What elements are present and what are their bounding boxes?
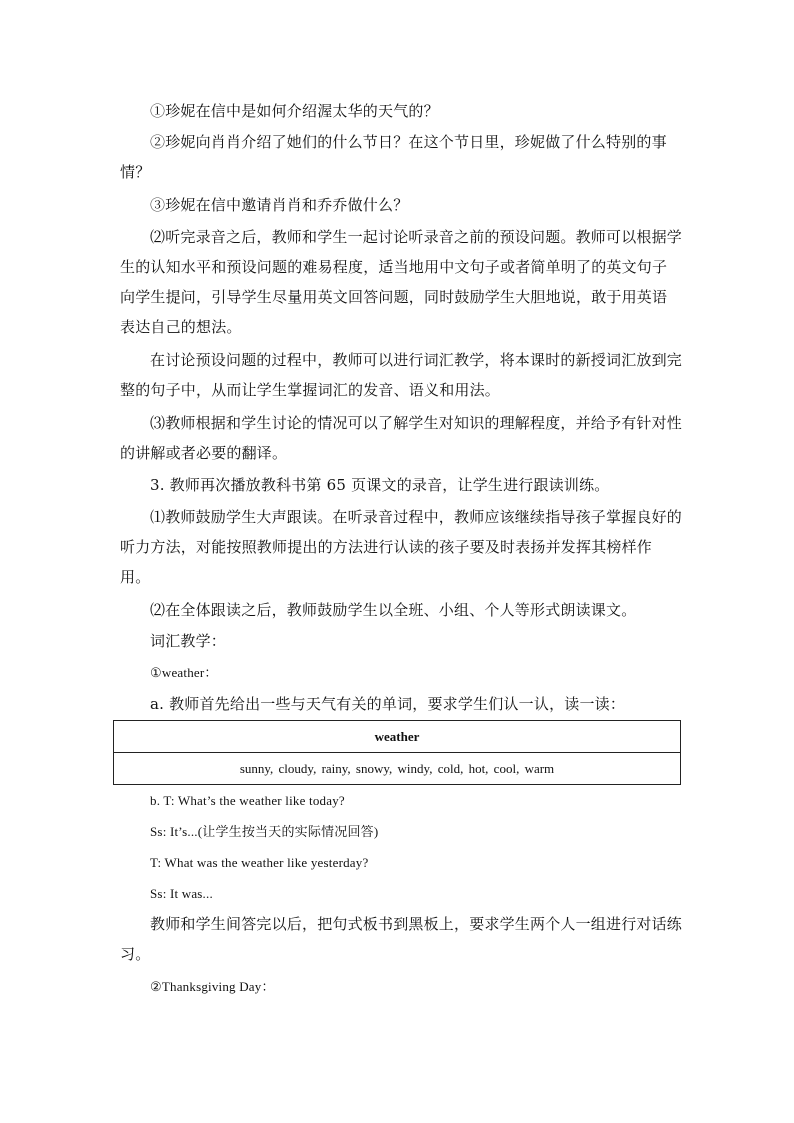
dialogue-teacher-2: T: What was the weather like yesterday?	[150, 855, 369, 870]
dialogue-teacher-1: b. T: What’s the weather like today?	[150, 793, 345, 808]
follow-reading-step-1: ⑴教师鼓励学生大声跟读。在听录音过程中，教师应该继续指导孩子掌握良好的听力方法，对能按照教师提出的方法进行认读的孩子要及时表扬并发挥其榜样作用。	[120, 508, 683, 586]
dialogue-students-1: Ss: It’s...(让学生按当天的实际情况回答)	[150, 824, 379, 839]
table-row	[114, 753, 681, 785]
table-header-row	[114, 721, 681, 753]
discussion-step-3: ⑶教师根据和学生讨论的情况可以了解学生对知识的理解程度，并给予有针对性的讲解或者必要的翻译。	[120, 414, 683, 462]
discussion-step-2: ⑵听完录音之后，教师和学生一起讨论听录音之前的预设问题。教师可以根据学生的认知水平和预设问题的难易程度，适当地用中文句子或者简单明了的英文句子向学生提问，引导学生尽量用英文回答问题，同时鼓励学生大胆地说，敢于用英语表达自己的想法。	[120, 228, 683, 336]
weather-label: ①weather：	[150, 665, 218, 680]
table-header-cell: weather	[114, 721, 681, 753]
weather-word-table	[113, 720, 681, 785]
vocabulary-heading: 词汇教学：	[150, 632, 227, 650]
dialogue-students-2: Ss: It was...	[150, 886, 213, 901]
follow-reading-step-2: ⑵在全体跟读之后，教师鼓励学生以全班、小组、个人等形式朗读课文。	[150, 601, 637, 619]
weather-words-cell: sunny, cloudy, rainy, snowy, windy, cold, hot, cool, warm	[114, 753, 681, 785]
question-1: ①珍妮在信中是如何介绍渥太华的天气的？	[150, 102, 439, 120]
thanksgiving-label: ②Thanksgiving Day：	[150, 979, 275, 994]
question-3: ③珍妮在信中邀请肖肖和乔乔做什么？	[150, 196, 409, 214]
pair-practice-instruction: 教师和学生间答完以后，把句式板书到黑板上，要求学生两个人一组进行对话练习。	[120, 915, 683, 963]
step-a: a. 教师首先给出一些与天气有关的单词，要求学生们认一认，读一读：	[150, 695, 626, 713]
vocabulary-note: 在讨论预设问题的过程中，教师可以进行词汇教学，将本课时的新授词汇放到完整的句子中，从而让学生掌握词汇的发音、语义和用法。	[120, 351, 683, 399]
question-2: ②珍妮向肖肖介绍了她们的什么节日？在这个节日里，珍妮做了什么特别的事情？	[120, 133, 667, 181]
teaching-item-3: 3. 教师再次播放教科书第 65 页课文的录音，让学生进行跟读训练。	[150, 476, 610, 494]
